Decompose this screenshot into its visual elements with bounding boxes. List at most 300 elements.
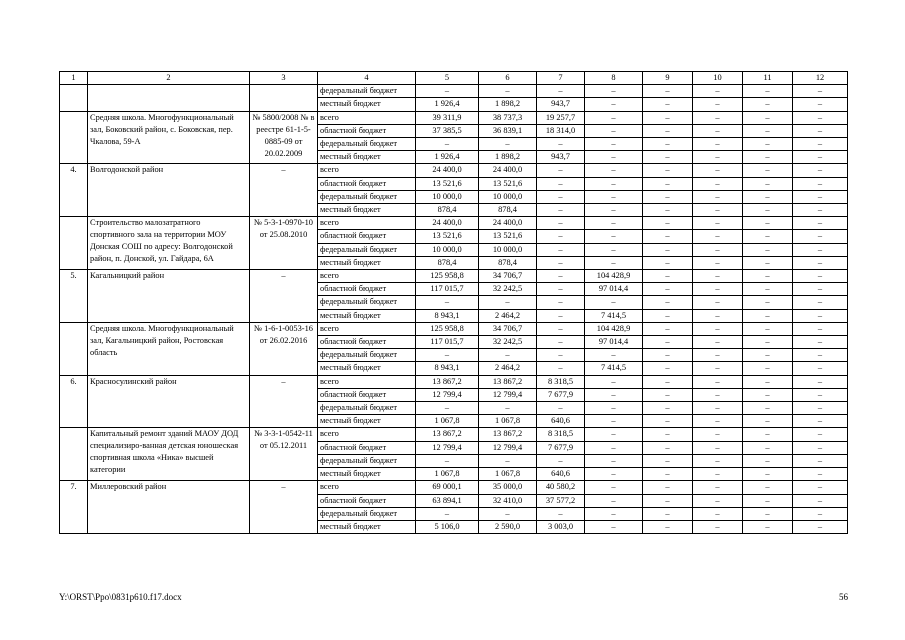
- funding-source-cell: местный бюджет: [318, 415, 416, 428]
- value-cell: –: [743, 362, 793, 375]
- object-name-cell: [88, 85, 250, 111]
- value-cell: –: [743, 283, 793, 296]
- value-cell: 117 015,7: [416, 283, 479, 296]
- document-cell: –: [250, 481, 318, 534]
- header-cell: 3: [250, 72, 318, 85]
- funding-source-cell: всего: [318, 164, 416, 177]
- value-cell: –: [643, 507, 693, 520]
- value-cell: –: [537, 190, 585, 203]
- document-cell: –: [250, 375, 318, 428]
- value-cell: –: [793, 415, 848, 428]
- value-cell: –: [793, 243, 848, 256]
- value-cell: 32 410,0: [479, 494, 537, 507]
- value-cell: –: [693, 283, 743, 296]
- value-cell: –: [793, 283, 848, 296]
- value-cell: –: [585, 98, 643, 111]
- funding-source-cell: всего: [318, 322, 416, 335]
- value-cell: 37 577,2: [537, 494, 585, 507]
- value-cell: –: [537, 217, 585, 230]
- value-cell: –: [643, 349, 693, 362]
- funding-source-cell: федеральный бюджет: [318, 243, 416, 256]
- value-cell: 1 926,4: [416, 151, 479, 164]
- value-cell: –: [793, 124, 848, 137]
- value-cell: –: [643, 243, 693, 256]
- header-cell: 8: [585, 72, 643, 85]
- value-cell: –: [743, 468, 793, 481]
- value-cell: –: [537, 283, 585, 296]
- header-cell: 9: [643, 72, 693, 85]
- value-cell: 34 706,7: [479, 270, 537, 283]
- value-cell: –: [743, 388, 793, 401]
- value-cell: –: [693, 151, 743, 164]
- value-cell: –: [585, 164, 643, 177]
- value-cell: –: [743, 98, 793, 111]
- funding-source-cell: федеральный бюджет: [318, 454, 416, 467]
- page-number: 56: [839, 592, 848, 602]
- header-cell: 10: [693, 72, 743, 85]
- value-cell: –: [793, 138, 848, 151]
- value-cell: –: [693, 441, 743, 454]
- row-number-cell: 6.: [60, 375, 88, 428]
- object-name-cell: Волгодонской район: [88, 164, 250, 217]
- value-cell: 36 839,1: [479, 124, 537, 137]
- document-cell: –: [250, 270, 318, 323]
- document-cell: № 5800/2008 № в реестре 61-1-5-0885-09 от 20.02.2009: [250, 111, 318, 164]
- table-row: [60, 322, 848, 335]
- value-cell: –: [793, 322, 848, 335]
- value-cell: 18 314,0: [537, 124, 585, 137]
- value-cell: 34 706,7: [479, 322, 537, 335]
- value-cell: –: [793, 441, 848, 454]
- funding-source-cell: всего: [318, 270, 416, 283]
- value-cell: –: [643, 177, 693, 190]
- value-cell: –: [793, 230, 848, 243]
- table-row: [60, 111, 848, 124]
- value-cell: –: [416, 349, 479, 362]
- value-cell: 10 000,0: [416, 190, 479, 203]
- value-cell: 125 958,8: [416, 322, 479, 335]
- value-cell: 24 400,0: [416, 164, 479, 177]
- value-cell: –: [585, 375, 643, 388]
- value-cell: –: [416, 296, 479, 309]
- value-cell: –: [585, 520, 643, 533]
- value-cell: –: [585, 454, 643, 467]
- value-cell: –: [643, 217, 693, 230]
- value-cell: –: [693, 296, 743, 309]
- budget-table: [59, 71, 848, 534]
- value-cell: –: [479, 85, 537, 98]
- value-cell: –: [793, 151, 848, 164]
- value-cell: –: [643, 296, 693, 309]
- value-cell: –: [537, 309, 585, 322]
- value-cell: –: [793, 98, 848, 111]
- value-cell: 13 521,6: [479, 177, 537, 190]
- value-cell: –: [693, 85, 743, 98]
- value-cell: –: [793, 111, 848, 124]
- value-cell: –: [793, 85, 848, 98]
- value-cell: –: [585, 204, 643, 217]
- value-cell: 1 067,8: [479, 415, 537, 428]
- value-cell: –: [793, 256, 848, 269]
- value-cell: –: [793, 296, 848, 309]
- value-cell: –: [643, 85, 693, 98]
- object-name-cell: Капитальный ремонт зданий МАОУ ДОД специализиро-ванная детская юношеская спортивная школа «Ника» высшей категории: [88, 428, 250, 481]
- value-cell: 10 000,0: [416, 243, 479, 256]
- value-cell: 2 464,2: [479, 362, 537, 375]
- value-cell: –: [693, 454, 743, 467]
- value-cell: 1 067,8: [416, 415, 479, 428]
- value-cell: –: [793, 309, 848, 322]
- row-number-cell: 4.: [60, 164, 88, 217]
- value-cell: –: [693, 98, 743, 111]
- value-cell: 2 590,0: [479, 520, 537, 533]
- value-cell: 1 067,8: [416, 468, 479, 481]
- funding-source-cell: федеральный бюджет: [318, 85, 416, 98]
- document-cell: № 3-3-1-0542-11 от 05.12.2011: [250, 428, 318, 481]
- header-cell: 11: [743, 72, 793, 85]
- value-cell: 63 894,1: [416, 494, 479, 507]
- value-cell: –: [585, 111, 643, 124]
- value-cell: 13 521,6: [416, 177, 479, 190]
- document-cell: –: [250, 164, 318, 217]
- object-name-cell: Средняя школа. Многофункциональный зал, Боковский район, с. Боковская, пер. Чкалова, 59-А: [88, 111, 250, 164]
- value-cell: –: [793, 520, 848, 533]
- row-number-cell: 7.: [60, 481, 88, 534]
- value-cell: –: [643, 520, 693, 533]
- value-cell: 3 003,0: [537, 520, 585, 533]
- value-cell: –: [743, 164, 793, 177]
- value-cell: –: [793, 362, 848, 375]
- value-cell: –: [479, 349, 537, 362]
- value-cell: 12 799,4: [479, 388, 537, 401]
- funding-source-cell: всего: [318, 217, 416, 230]
- value-cell: –: [479, 138, 537, 151]
- value-cell: –: [585, 256, 643, 269]
- document-cell: № 5-3-1-0970-10 от 25.08.2010: [250, 217, 318, 270]
- value-cell: 640,6: [537, 468, 585, 481]
- value-cell: –: [537, 362, 585, 375]
- value-cell: 12 799,4: [416, 441, 479, 454]
- value-cell: 117 015,7: [416, 336, 479, 349]
- value-cell: –: [693, 309, 743, 322]
- value-cell: –: [643, 270, 693, 283]
- value-cell: –: [643, 138, 693, 151]
- value-cell: –: [643, 454, 693, 467]
- value-cell: 12 799,4: [479, 441, 537, 454]
- value-cell: –: [693, 124, 743, 137]
- value-cell: 97 014,4: [585, 283, 643, 296]
- value-cell: –: [693, 468, 743, 481]
- table-row: [60, 164, 848, 177]
- value-cell: 640,6: [537, 415, 585, 428]
- value-cell: –: [643, 481, 693, 494]
- object-name-cell: Кагальницкий район: [88, 270, 250, 323]
- value-cell: –: [793, 164, 848, 177]
- funding-source-cell: областной бюджет: [318, 336, 416, 349]
- value-cell: –: [793, 507, 848, 520]
- value-cell: –: [793, 375, 848, 388]
- table-row: [60, 375, 848, 388]
- table-row: [60, 270, 848, 283]
- value-cell: –: [693, 204, 743, 217]
- value-cell: –: [585, 402, 643, 415]
- value-cell: –: [537, 454, 585, 467]
- header-row: [60, 72, 848, 85]
- value-cell: 37 385,5: [416, 124, 479, 137]
- header-cell: 2: [88, 72, 250, 85]
- value-cell: –: [743, 138, 793, 151]
- value-cell: 13 521,6: [416, 230, 479, 243]
- value-cell: –: [793, 177, 848, 190]
- table-row: [60, 217, 848, 230]
- value-cell: –: [537, 164, 585, 177]
- value-cell: –: [643, 428, 693, 441]
- value-cell: –: [793, 428, 848, 441]
- value-cell: –: [693, 243, 743, 256]
- value-cell: 39 311,9: [416, 111, 479, 124]
- funding-source-cell: местный бюджет: [318, 468, 416, 481]
- value-cell: –: [793, 204, 848, 217]
- header-cell: 1: [60, 72, 88, 85]
- value-cell: –: [643, 164, 693, 177]
- row-number-cell: [60, 85, 88, 111]
- table-row: [60, 428, 848, 441]
- funding-source-cell: федеральный бюджет: [318, 507, 416, 520]
- funding-source-cell: областной бюджет: [318, 230, 416, 243]
- value-cell: –: [585, 481, 643, 494]
- value-cell: 8 318,5: [537, 428, 585, 441]
- value-cell: –: [693, 322, 743, 335]
- value-cell: –: [793, 190, 848, 203]
- value-cell: 38 737,3: [479, 111, 537, 124]
- header-cell: 4: [318, 72, 416, 85]
- value-cell: 8 943,1: [416, 309, 479, 322]
- header-cell: 12: [793, 72, 848, 85]
- value-cell: –: [537, 349, 585, 362]
- value-cell: 878,4: [479, 204, 537, 217]
- value-cell: –: [793, 494, 848, 507]
- value-cell: –: [585, 85, 643, 98]
- value-cell: 13 867,2: [479, 428, 537, 441]
- funding-source-cell: местный бюджет: [318, 362, 416, 375]
- value-cell: –: [743, 428, 793, 441]
- value-cell: –: [537, 270, 585, 283]
- value-cell: –: [537, 336, 585, 349]
- value-cell: –: [793, 388, 848, 401]
- value-cell: –: [693, 164, 743, 177]
- value-cell: –: [416, 454, 479, 467]
- value-cell: –: [793, 402, 848, 415]
- header-cell: 6: [479, 72, 537, 85]
- value-cell: –: [537, 296, 585, 309]
- value-cell: –: [537, 138, 585, 151]
- funding-source-cell: всего: [318, 428, 416, 441]
- value-cell: –: [643, 336, 693, 349]
- value-cell: –: [643, 98, 693, 111]
- value-cell: –: [585, 124, 643, 137]
- value-cell: 12 799,4: [416, 388, 479, 401]
- document-cell: № 1-6-1-0053-16 от 26.02.2016: [250, 322, 318, 375]
- value-cell: 32 242,5: [479, 283, 537, 296]
- value-cell: –: [537, 177, 585, 190]
- value-cell: 35 000,0: [479, 481, 537, 494]
- value-cell: –: [743, 85, 793, 98]
- value-cell: –: [743, 322, 793, 335]
- value-cell: –: [585, 388, 643, 401]
- value-cell: 24 400,0: [479, 217, 537, 230]
- value-cell: –: [693, 190, 743, 203]
- value-cell: 8 943,1: [416, 362, 479, 375]
- value-cell: –: [743, 481, 793, 494]
- value-cell: –: [585, 243, 643, 256]
- value-cell: –: [743, 243, 793, 256]
- value-cell: –: [743, 349, 793, 362]
- value-cell: –: [693, 481, 743, 494]
- funding-source-cell: местный бюджет: [318, 256, 416, 269]
- value-cell: –: [643, 151, 693, 164]
- value-cell: 104 428,9: [585, 270, 643, 283]
- row-number-cell: 5.: [60, 270, 88, 323]
- value-cell: –: [585, 190, 643, 203]
- value-cell: –: [537, 322, 585, 335]
- value-cell: –: [643, 375, 693, 388]
- value-cell: –: [743, 336, 793, 349]
- table-row: [60, 85, 848, 98]
- value-cell: –: [793, 217, 848, 230]
- value-cell: –: [693, 375, 743, 388]
- value-cell: –: [643, 111, 693, 124]
- value-cell: –: [743, 494, 793, 507]
- value-cell: 7 677,9: [537, 441, 585, 454]
- value-cell: –: [743, 190, 793, 203]
- value-cell: –: [693, 230, 743, 243]
- value-cell: –: [693, 336, 743, 349]
- value-cell: –: [416, 85, 479, 98]
- value-cell: 1 926,4: [416, 98, 479, 111]
- row-number-cell: [60, 428, 88, 481]
- value-cell: 878,4: [416, 256, 479, 269]
- funding-source-cell: областной бюджет: [318, 124, 416, 137]
- funding-source-cell: всего: [318, 375, 416, 388]
- value-cell: –: [585, 177, 643, 190]
- value-cell: 69 000,1: [416, 481, 479, 494]
- value-cell: –: [693, 111, 743, 124]
- value-cell: –: [585, 441, 643, 454]
- value-cell: 32 242,5: [479, 336, 537, 349]
- value-cell: –: [416, 507, 479, 520]
- value-cell: –: [693, 520, 743, 533]
- value-cell: –: [793, 349, 848, 362]
- value-cell: –: [743, 454, 793, 467]
- value-cell: –: [643, 124, 693, 137]
- value-cell: –: [793, 270, 848, 283]
- object-name-cell: Красносулинский район: [88, 375, 250, 428]
- value-cell: –: [585, 415, 643, 428]
- value-cell: –: [743, 111, 793, 124]
- header-cell: 7: [537, 72, 585, 85]
- value-cell: –: [693, 138, 743, 151]
- value-cell: –: [643, 362, 693, 375]
- value-cell: 40 580,2: [537, 481, 585, 494]
- value-cell: –: [693, 270, 743, 283]
- value-cell: –: [537, 402, 585, 415]
- funding-source-cell: областной бюджет: [318, 283, 416, 296]
- row-number-cell: [60, 111, 88, 164]
- value-cell: 2 464,2: [479, 309, 537, 322]
- value-cell: –: [743, 270, 793, 283]
- value-cell: –: [479, 296, 537, 309]
- value-cell: –: [693, 388, 743, 401]
- value-cell: –: [693, 428, 743, 441]
- value-cell: 13 867,2: [479, 375, 537, 388]
- value-cell: –: [743, 309, 793, 322]
- value-cell: –: [643, 441, 693, 454]
- value-cell: –: [585, 494, 643, 507]
- funding-source-cell: федеральный бюджет: [318, 349, 416, 362]
- value-cell: –: [643, 494, 693, 507]
- funding-source-cell: областной бюджет: [318, 494, 416, 507]
- funding-source-cell: федеральный бюджет: [318, 402, 416, 415]
- value-cell: 878,4: [416, 204, 479, 217]
- funding-source-cell: областной бюджет: [318, 388, 416, 401]
- table-row: [60, 481, 848, 494]
- value-cell: 7 414,5: [585, 362, 643, 375]
- value-cell: –: [693, 177, 743, 190]
- value-cell: 943,7: [537, 98, 585, 111]
- value-cell: –: [416, 402, 479, 415]
- row-number-cell: [60, 217, 88, 270]
- value-cell: –: [743, 124, 793, 137]
- value-cell: –: [479, 402, 537, 415]
- value-cell: –: [743, 402, 793, 415]
- value-cell: –: [643, 230, 693, 243]
- value-cell: 24 400,0: [479, 164, 537, 177]
- value-cell: –: [643, 415, 693, 428]
- value-cell: –: [743, 217, 793, 230]
- value-cell: –: [643, 309, 693, 322]
- value-cell: –: [743, 296, 793, 309]
- funding-source-cell: всего: [318, 481, 416, 494]
- value-cell: –: [693, 402, 743, 415]
- funding-source-cell: федеральный бюджет: [318, 190, 416, 203]
- document-cell: [250, 85, 318, 111]
- value-cell: –: [643, 190, 693, 203]
- value-cell: –: [793, 468, 848, 481]
- value-cell: –: [693, 362, 743, 375]
- value-cell: 104 428,9: [585, 322, 643, 335]
- value-cell: –: [479, 507, 537, 520]
- funding-source-cell: местный бюджет: [318, 151, 416, 164]
- value-cell: –: [585, 428, 643, 441]
- value-cell: 5 106,0: [416, 520, 479, 533]
- value-cell: –: [643, 204, 693, 217]
- row-number-cell: [60, 322, 88, 375]
- header-cell: 5: [416, 72, 479, 85]
- value-cell: –: [693, 217, 743, 230]
- value-cell: –: [537, 230, 585, 243]
- funding-source-cell: федеральный бюджет: [318, 296, 416, 309]
- value-cell: 878,4: [479, 256, 537, 269]
- funding-source-cell: федеральный бюджет: [318, 138, 416, 151]
- funding-source-cell: местный бюджет: [318, 309, 416, 322]
- value-cell: –: [693, 256, 743, 269]
- value-cell: 10 000,0: [479, 190, 537, 203]
- value-cell: –: [743, 375, 793, 388]
- value-cell: 1 898,2: [479, 98, 537, 111]
- value-cell: 13 867,2: [416, 428, 479, 441]
- value-cell: –: [585, 296, 643, 309]
- value-cell: –: [643, 402, 693, 415]
